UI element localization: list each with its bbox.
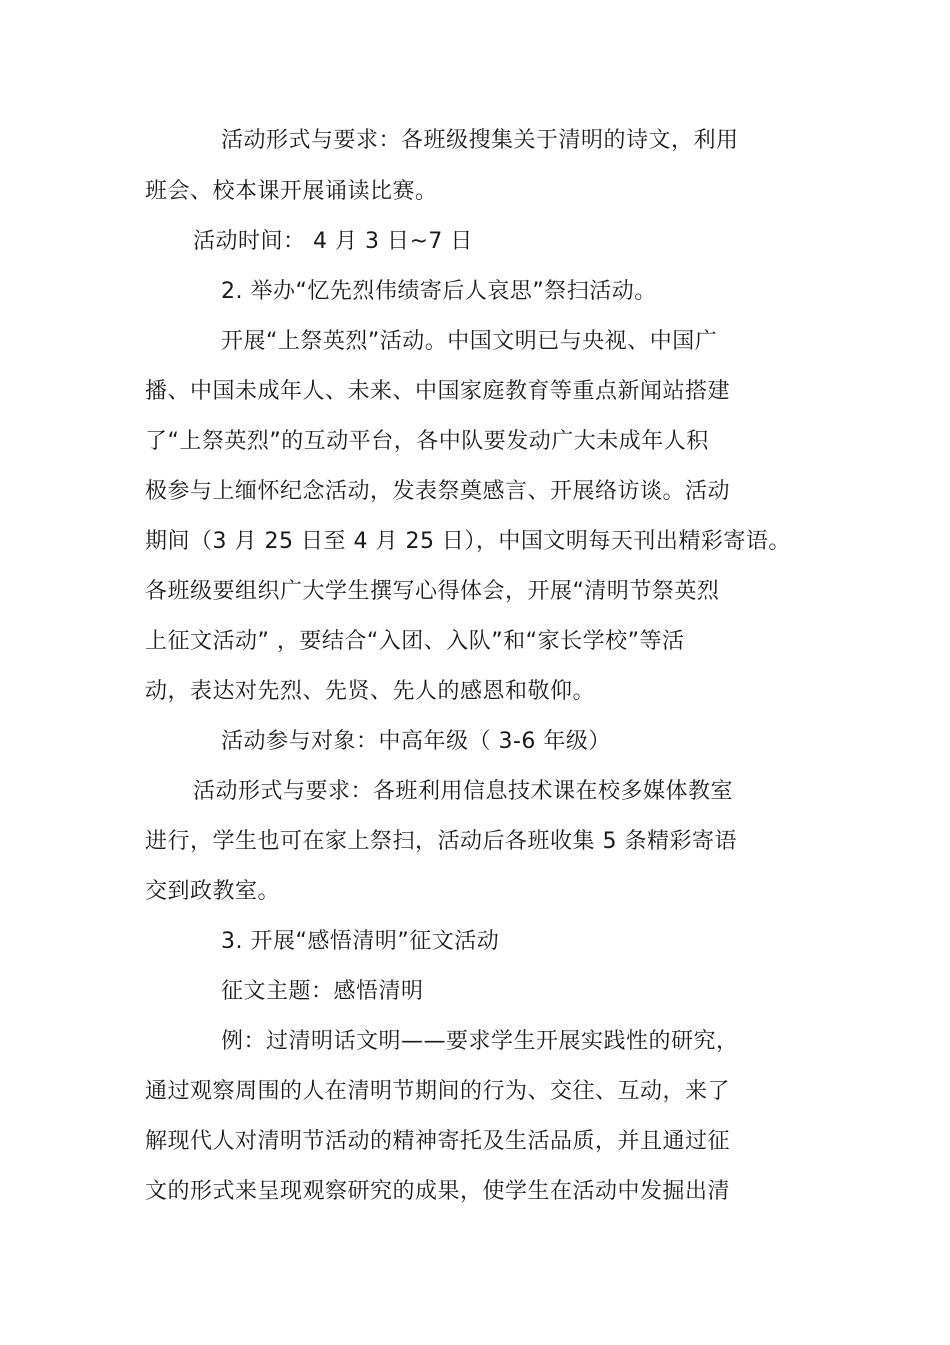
text-line: 上征文活动” ，要结合“入团、入队”和“家长学校”等活 (145, 629, 685, 654)
text-line: 交到政教室。 (145, 879, 281, 904)
text-line: 播、中国未成年人、未来、中国家庭教育等重点新闻站搭建 (145, 379, 731, 404)
text-line: 征文主题：感悟清明 (221, 979, 424, 1004)
text-line: 开展“上祭英烈”活动。中国文明已与央视、中国广 (221, 329, 718, 354)
text-line: 活动形式与要求：各班利用信息技术课在校多媒体教室 (193, 779, 734, 804)
text-line: 例：过清明话文明——要求学生开展实践性的研究， (221, 1029, 739, 1054)
text-line: 3. 开展“感悟清明”征文活动 (221, 929, 500, 954)
text-line: 了“上祭英烈”的互动平台，各中队要发动广大未成年人积 (145, 429, 709, 454)
text-line: 解现代人对清明节活动的精神寄托及生活品质，并且通过征 (145, 1129, 731, 1154)
text-line: 文的形式来呈现观察研究的成果，使学生在活动中发掘出清 (145, 1179, 731, 1204)
text-line: 进行，学生也可在家上祭扫，活动后各班收集 5 条精彩寄语 (145, 829, 737, 854)
text-line: 活动形式与要求：各班级搜集关于清明的诗文，利用 (221, 128, 739, 153)
text-line: 通过观察周围的人在清明节期间的行为、交往、互动，来了 (145, 1079, 731, 1104)
text-line: 期间（3 月 25 日至 4 月 25 日），中国文明每天刊出精彩寄语。 (145, 529, 791, 554)
text-line: 各班级要组织广大学生撰写心得体会，开展“清明节祭英烈 (145, 579, 720, 604)
text-line: 活动参与对象：中高年级（ 3-6 年级） (221, 729, 611, 754)
text-line: 极参与上缅怀纪念活动，发表祭奠感言、开展络访谈。活动 (145, 479, 731, 504)
text-line: 活动时间： 4 月 3 日~7 日 (193, 229, 473, 254)
text-line: 动，表达对先烈、先贤、先人的感恩和敬仰。 (145, 679, 596, 704)
text-line: 班会、校本课开展诵读比赛。 (145, 179, 438, 204)
text-line: 2. 举办“忆先烈伟绩寄后人哀思”祭扫活动。 (221, 279, 657, 304)
